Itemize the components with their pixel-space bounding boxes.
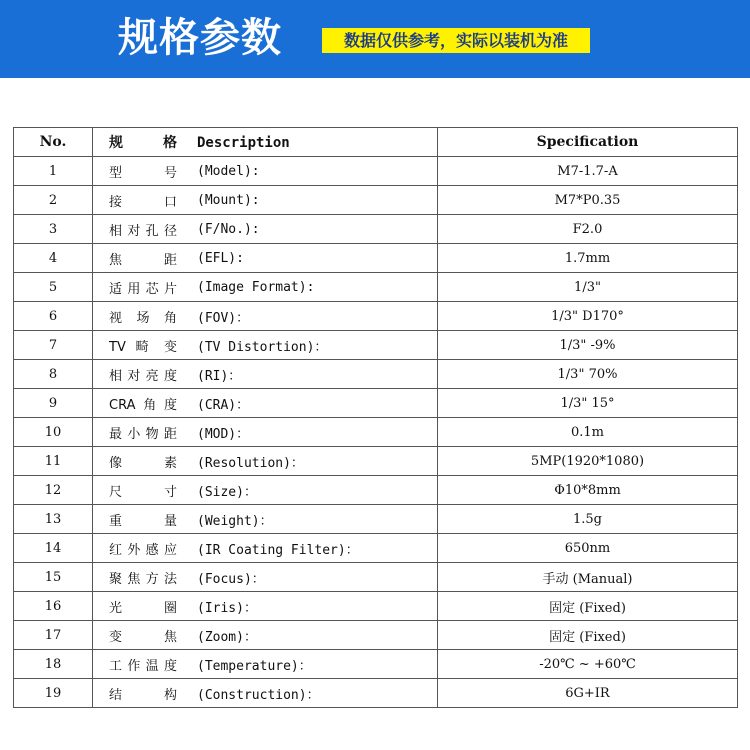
row-label-en: (Iris)：	[197, 600, 257, 616]
row-specification: 固定 (Fixed)	[438, 592, 738, 621]
row-number: 6	[14, 302, 93, 331]
row-description	[93, 592, 438, 621]
row-specification: 1/3" D170°	[438, 302, 738, 331]
row-description	[93, 476, 438, 505]
row-number: 13	[14, 505, 93, 534]
row-label-en: (IR Coating Filter)：	[197, 542, 359, 558]
table-row	[14, 592, 738, 621]
row-specification: 6G+IR	[438, 679, 738, 708]
row-label-en: (Resolution)：	[197, 455, 304, 471]
row-number: 15	[14, 563, 93, 592]
header-description-zh: 规 格	[109, 135, 177, 151]
row-label-zh: 变 焦	[109, 629, 177, 645]
row-description	[93, 215, 438, 244]
row-label-en: (CRA)：	[197, 397, 250, 413]
row-specification: 1/3"	[438, 273, 738, 302]
row-label-en: (Temperature)：	[197, 658, 312, 674]
row-specification: 5MP(1920*1080)	[438, 447, 738, 476]
page-title: 规格参数	[118, 15, 282, 61]
row-specification: F2.0	[438, 215, 738, 244]
header-description	[93, 128, 438, 157]
row-label-en: (Size)：	[197, 484, 257, 500]
row-label-zh: 焦 距	[109, 252, 177, 268]
row-label-en: (Construction)：	[197, 687, 320, 703]
row-label-en: (Image Format):	[197, 279, 315, 295]
row-number: 8	[14, 360, 93, 389]
row-label-zh: 红外感应	[109, 542, 177, 558]
table-row	[14, 157, 738, 186]
row-label-zh: 聚焦方法	[109, 571, 177, 587]
row-specification: -20℃ ~ +60℃	[438, 650, 738, 679]
table-row	[14, 505, 738, 534]
table-row	[14, 650, 738, 679]
row-number: 19	[14, 679, 93, 708]
row-number: 18	[14, 650, 93, 679]
row-label-zh: 相对孔径	[109, 223, 177, 239]
row-label-zh: 型 号	[109, 165, 177, 181]
row-description	[93, 331, 438, 360]
row-number: 16	[14, 592, 93, 621]
spec-table	[13, 127, 738, 708]
row-description	[93, 447, 438, 476]
table-row	[14, 244, 738, 273]
row-specification: 0.1m	[438, 418, 738, 447]
row-specification: M7-1.7-A	[438, 157, 738, 186]
row-label-zh: TV 畸 变	[109, 339, 177, 355]
row-number: 17	[14, 621, 93, 650]
header-specification: Specification	[438, 128, 738, 157]
row-description	[93, 360, 438, 389]
row-number: 4	[14, 244, 93, 273]
row-specification: 1.7mm	[438, 244, 738, 273]
row-number: 14	[14, 534, 93, 563]
table-row	[14, 679, 738, 708]
row-description	[93, 418, 438, 447]
table-row	[14, 621, 738, 650]
row-specification: 650nm	[438, 534, 738, 563]
row-label-zh: 结 构	[109, 687, 177, 703]
row-description	[93, 563, 438, 592]
table-row	[14, 186, 738, 215]
row-label-en: (TV Distortion)：	[197, 339, 328, 355]
row-number: 5	[14, 273, 93, 302]
row-number: 12	[14, 476, 93, 505]
row-specification: 固定 (Fixed)	[438, 621, 738, 650]
table-row	[14, 447, 738, 476]
row-label-zh: 尺 寸	[109, 484, 177, 500]
row-label-zh: 相对亮度	[109, 368, 177, 384]
row-number: 1	[14, 157, 93, 186]
row-label-zh: 工作温度	[109, 658, 177, 674]
row-label-en: (F/No.):	[197, 221, 260, 237]
table-row	[14, 331, 738, 360]
row-label-en: (Weight)：	[197, 513, 273, 529]
spec-table-body	[14, 157, 738, 708]
table-header-row	[14, 128, 738, 157]
row-description	[93, 650, 438, 679]
row-label-zh: 光 圈	[109, 600, 177, 616]
row-specification: 手动 (Manual)	[438, 563, 738, 592]
row-label-en: (MOD)：	[197, 426, 250, 442]
row-description	[93, 505, 438, 534]
row-specification: 1/3" 70%	[438, 360, 738, 389]
row-label-zh: CRA角度	[109, 397, 177, 413]
header-banner	[0, 0, 750, 78]
disclaimer-badge: 数据仅供参考，实际以装机为准	[322, 28, 590, 53]
row-description	[93, 679, 438, 708]
row-description	[93, 157, 438, 186]
row-number: 7	[14, 331, 93, 360]
row-number: 3	[14, 215, 93, 244]
table-row	[14, 360, 738, 389]
row-number: 11	[14, 447, 93, 476]
row-description	[93, 621, 438, 650]
row-description	[93, 186, 438, 215]
row-description	[93, 302, 438, 331]
row-label-zh: 接 口	[109, 194, 177, 210]
table-row	[14, 534, 738, 563]
row-specification: 1.5g	[438, 505, 738, 534]
header-description-en: Description	[197, 135, 290, 151]
row-number: 9	[14, 389, 93, 418]
table-row	[14, 302, 738, 331]
row-description	[93, 244, 438, 273]
row-specification: 1/3" -9%	[438, 331, 738, 360]
row-specification: 1/3" 15°	[438, 389, 738, 418]
row-label-en: (Mount):	[197, 192, 260, 208]
row-label-en: (FOV)：	[197, 310, 250, 326]
row-label-en: (Focus)：	[197, 571, 265, 587]
row-label-en: (RI)：	[197, 368, 242, 384]
row-label-en: (Model):	[197, 163, 260, 179]
row-label-zh: 最小物距	[109, 426, 177, 442]
table-row	[14, 418, 738, 447]
row-label-en: (Zoom)：	[197, 629, 257, 645]
row-description	[93, 273, 438, 302]
row-specification: Φ10*8mm	[438, 476, 738, 505]
row-label-zh: 重 量	[109, 513, 177, 529]
row-label-en: (EFL):	[197, 250, 244, 266]
row-description	[93, 389, 438, 418]
row-label-zh: 视 场 角	[109, 310, 177, 326]
row-number: 2	[14, 186, 93, 215]
table-row	[14, 476, 738, 505]
table-row	[14, 273, 738, 302]
row-specification: M7*P0.35	[438, 186, 738, 215]
header-no: No.	[14, 128, 93, 157]
row-label-zh: 适用芯片	[109, 281, 177, 297]
table-row	[14, 563, 738, 592]
row-description	[93, 534, 438, 563]
table-row	[14, 215, 738, 244]
table-row	[14, 389, 738, 418]
row-number: 10	[14, 418, 93, 447]
row-label-zh: 像 素	[109, 455, 177, 471]
